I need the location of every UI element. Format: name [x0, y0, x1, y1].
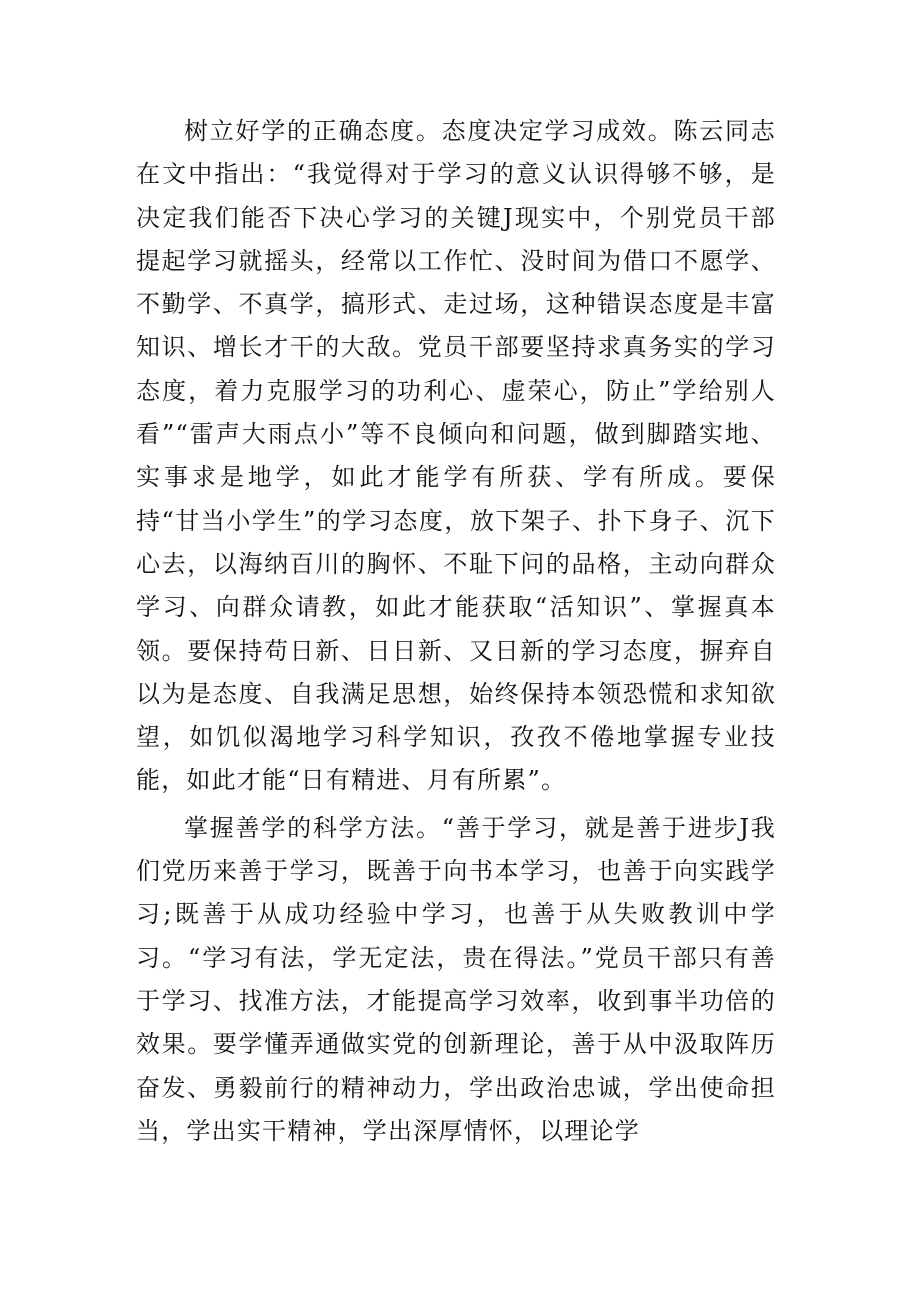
paragraph-study-method: 掌握善学的科学方法。“善于学习，就是善于进步J我们党历来善于学习，既善于向书本学习，也善于向实践学习;既善于从成功经验中学习，也善于从失败教训中学习。“学习有法，学无定法，贵在得法。”党员干部只有善于学习、找准方法，才能提高学习效率，收到事半功倍的效果。要学懂弄通做实党的创新理论，善于从中汲取阵历奋发、勇毅前行的精神动力，学出政治忠诚，学出使命担当，学出实干精神，学出深厚情怀，以理论学: [136, 813, 776, 1145]
document-page: [136, 110, 776, 1157]
paragraph-study-attitude: 树立好学的正确态度。态度决定学习成效。陈云同志在文中指出：“我觉得对于学习的意义认识得够不够，是决定我们能否下决心学习的关键J现实中，个别党员干部提起学习就摇头，经常以工作忙、没时间为借口不愿学、不勤学、不真学，搞形式、走过场，这种错误态度是丰富知识、增长才干的大敌。党员干部要坚持求真务实的学习态度，着力克服学习的功利心、虚荣心，防止”学给别人看”“雷声大雨点小”等不良倾向和问题，做到脚踏实地、实事求是地学，如此才能学有所获、学有所成。要保持“甘当小学生”的学习态度，放下架子、扑下身子、沉下心去，以海纳百川的胸怀、不耻下问的品格，主动向群众学习、向群众请教，如此才能获取“活知识”、掌握真本领。要保持苟日新、日日新、又日新的学习态度，摒弃自以为是态度、自我满足思想，始终保持本领恐慌和求知欲望，如饥似渴地学习科学知识，孜孜不倦地掌握专业技能，如此才能“日有精进、月有所累”。: [136, 117, 776, 795]
